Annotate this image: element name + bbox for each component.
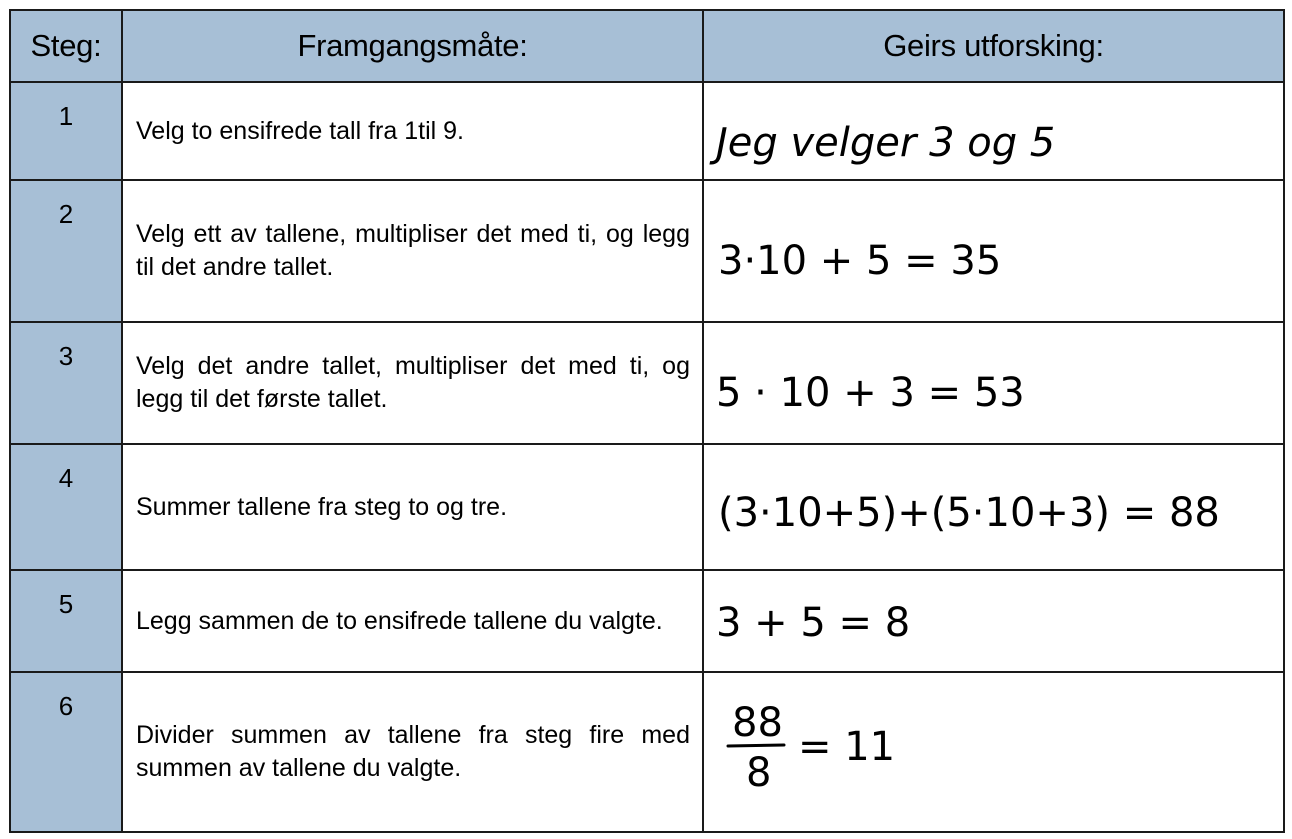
handwritten-text: 5 · 10 + 3 = 53 — [716, 370, 1025, 416]
handwritten-answer — [703, 322, 1284, 444]
handwritten-answer — [703, 570, 1284, 672]
header-row — [10, 10, 1284, 82]
procedure-text: Legg sammen de to ensifrede tallene du valgte. — [122, 570, 703, 672]
step-number: 5 — [10, 570, 122, 672]
fraction-numerator: 88 — [732, 700, 783, 746]
header-step: Steg: — [10, 10, 122, 82]
exploration-table — [9, 9, 1285, 833]
header-exploration: Geirs utforsking: — [703, 10, 1284, 82]
handwritten-answer — [703, 672, 1284, 832]
handwritten-text: 3·10 + 5 = 35 — [718, 238, 1002, 284]
handwritten-answer — [703, 180, 1284, 322]
step-number: 4 — [10, 444, 122, 570]
table-row — [10, 82, 1284, 180]
handwritten-text: (3·10+5)+(5·10+3) = 88 — [718, 490, 1220, 536]
procedure-text: Velg to ensifrede tall fra 1til 9. — [122, 82, 703, 180]
handwritten-answer — [703, 444, 1284, 570]
table-row — [10, 444, 1284, 570]
header-procedure: Framgangsmåte: — [122, 10, 703, 82]
table-row — [10, 570, 1284, 672]
procedure-text: Divider summen av tallene fra steg fire med summen av tallene du valgte. — [122, 672, 703, 832]
step-number: 2 — [10, 180, 122, 322]
fraction-result: = 11 — [798, 724, 896, 770]
step-number: 6 — [10, 672, 122, 832]
procedure-text: Velg ett av tallene, multipliser det med ti, og legg til det andre tallet. — [122, 180, 703, 322]
handwritten-text: Jeg velger 3 og 5 — [716, 120, 1056, 166]
table-row — [10, 180, 1284, 322]
handwritten-text: 3 + 5 = 8 — [716, 600, 911, 646]
procedure-text: Velg det andre tallet, multipliser det med ti, og legg til det første tallet. — [122, 322, 703, 444]
handwritten-answer — [703, 82, 1284, 180]
step-number: 3 — [10, 322, 122, 444]
fraction-bar — [728, 745, 784, 746]
table-row — [10, 672, 1284, 832]
fraction-denominator: 8 — [746, 750, 772, 796]
table-row — [10, 322, 1284, 444]
step-number: 1 — [10, 82, 122, 180]
procedure-text: Summer tallene fra steg to og tre. — [122, 444, 703, 570]
